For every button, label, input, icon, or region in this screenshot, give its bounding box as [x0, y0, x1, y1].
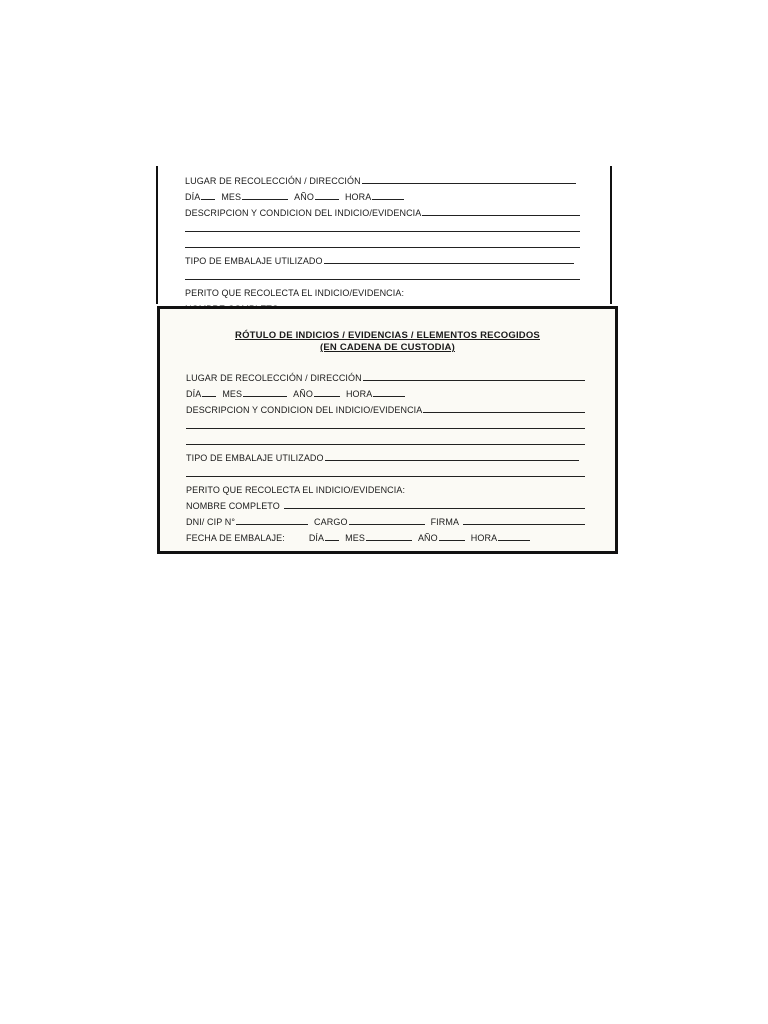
descripcion-field-2[interactable] — [186, 428, 585, 429]
card-title-line-1: RÓTULO DE INDICIOS / EVIDENCIAS / ELEMENTOS RECOGIDOS — [235, 330, 540, 341]
dni-field[interactable] — [236, 524, 308, 525]
dni-row — [186, 511, 585, 527]
mes-label: MES — [221, 192, 242, 202]
fecha-embalaje-label: FECHA DE EMBALAJE: — [186, 533, 285, 543]
descripcion-field-3[interactable] — [185, 247, 580, 248]
mes-label: MES — [222, 389, 243, 399]
embalaje-row — [186, 447, 585, 463]
perito-label: PERITO QUE RECOLECTA EL INDICIO/EVIDENCIA: — [185, 288, 405, 298]
embalaje-field-2[interactable] — [185, 279, 580, 280]
descripcion-row — [185, 202, 580, 218]
perito-label: PERITO QUE RECOLECTA EL INDICIO/EVIDENCIA: — [186, 485, 406, 495]
anio-field[interactable] — [315, 199, 339, 200]
nombre-row — [186, 495, 585, 511]
anio-label: AÑO — [293, 389, 313, 399]
perito-row — [185, 282, 580, 298]
dia2-label: DÍA — [308, 533, 325, 543]
embalaje-field[interactable] — [324, 263, 574, 264]
lugar-row — [186, 367, 585, 383]
mes2-label: MES — [345, 533, 365, 543]
mes-field[interactable] — [243, 396, 287, 397]
cargo-label: CARGO — [314, 517, 348, 527]
dia-field[interactable] — [201, 199, 215, 200]
dia-label: DÍA — [185, 192, 201, 202]
form-lines — [185, 170, 580, 314]
date-row — [186, 383, 585, 399]
lugar-row — [185, 170, 580, 186]
embalaje-field[interactable] — [325, 460, 579, 461]
card-title — [160, 330, 615, 354]
descripcion-line-2 — [185, 218, 580, 234]
dia2-field[interactable] — [325, 540, 339, 541]
anio-label: AÑO — [294, 192, 314, 202]
nombre-field[interactable] — [284, 508, 585, 509]
descripcion-field[interactable] — [422, 215, 580, 216]
descripcion-field-3[interactable] — [186, 444, 585, 445]
hora2-label: HORA — [470, 533, 498, 543]
descripcion-line-2 — [186, 415, 585, 431]
descripcion-field-2[interactable] — [185, 231, 580, 232]
firma-label: FIRMA — [430, 517, 460, 527]
lugar-field[interactable] — [363, 380, 585, 381]
anio2-field[interactable] — [439, 540, 465, 541]
hora-field[interactable] — [372, 199, 404, 200]
descripcion-row — [186, 399, 585, 415]
descripcion-label: DESCRIPCION Y CONDICION DEL INDICIO/EVIDENCIA — [185, 208, 422, 218]
embalaje-line-2 — [185, 266, 580, 282]
form-lines — [186, 367, 585, 543]
lugar-field[interactable] — [362, 183, 576, 184]
descripcion-label: DESCRIPCION Y CONDICION DEL INDICIO/EVIDENCIA — [186, 405, 423, 415]
label-card-partial — [156, 166, 612, 304]
anio2-label: AÑO — [417, 533, 438, 543]
embalaje-label: TIPO DE EMBALAJE UTILIZADO — [185, 256, 323, 266]
lugar-label: LUGAR DE RECOLECCIÓN / DIRECCIÓN — [185, 176, 361, 186]
mes2-field[interactable] — [366, 540, 412, 541]
descripcion-field[interactable] — [423, 412, 585, 413]
perito-row — [186, 479, 585, 495]
lugar-label: LUGAR DE RECOLECCIÓN / DIRECCIÓN — [186, 373, 362, 383]
dia-label: DÍA — [186, 389, 202, 399]
embalaje-line-2 — [186, 463, 585, 479]
embalaje-label: TIPO DE EMBALAJE UTILIZADO — [186, 453, 324, 463]
anio-field[interactable] — [314, 396, 340, 397]
dni-label: DNI/ CIP N° — [186, 517, 236, 527]
descripcion-line-3 — [185, 234, 580, 250]
dia-field[interactable] — [202, 396, 216, 397]
hora2-field[interactable] — [498, 540, 530, 541]
embalaje-row — [185, 250, 580, 266]
mes-field[interactable] — [242, 199, 288, 200]
date-row — [185, 186, 580, 202]
hora-field[interactable] — [373, 396, 405, 397]
label-card-main — [157, 306, 618, 554]
descripcion-line-3 — [186, 431, 585, 447]
hora-label: HORA — [345, 389, 373, 399]
card-title-line-2: (EN CADENA DE CUSTODIA) — [320, 342, 455, 353]
embalaje-field-2[interactable] — [186, 476, 585, 477]
cargo-field[interactable] — [349, 524, 425, 525]
nombre-label: NOMBRE COMPLETO — [186, 501, 280, 511]
fecha-embalaje-row — [186, 527, 585, 543]
firma-field[interactable] — [463, 524, 585, 525]
hora-label: HORA — [344, 192, 372, 202]
